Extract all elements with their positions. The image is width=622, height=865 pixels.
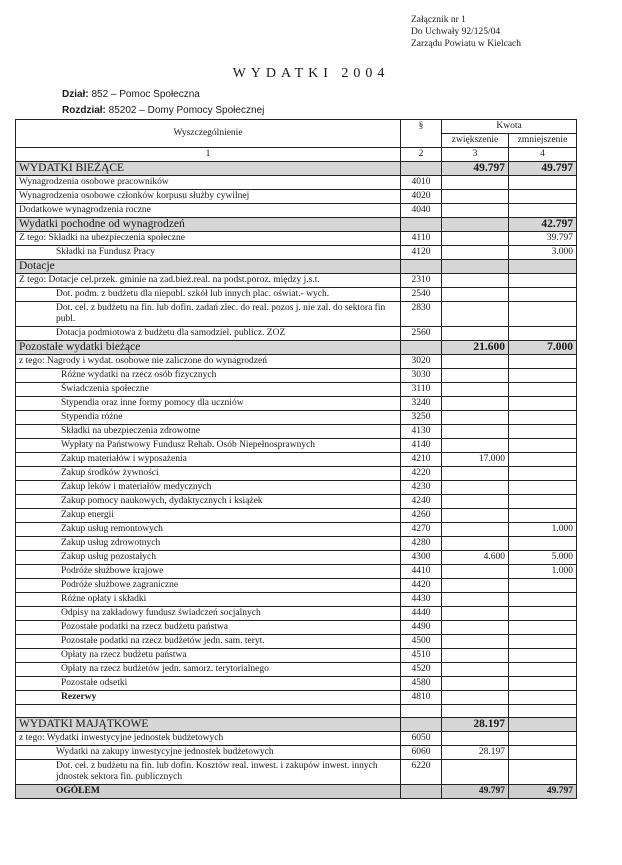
row-increase <box>442 579 509 593</box>
row-decrease <box>509 495 577 509</box>
row-increase: 28.197 <box>442 746 509 760</box>
table-row <box>16 677 577 691</box>
row-increase: 4.600 <box>442 551 509 565</box>
row-description: Wydatki pochodne od wynagrodzeń <box>16 218 401 232</box>
row-description: Zakup energii <box>16 509 401 523</box>
row-increase <box>442 732 509 746</box>
row-increase <box>442 218 509 232</box>
row-description: Zakup środków żywności <box>16 467 401 481</box>
row-description: Wydatki na zakupy inwestycyjne jednostek budżetowych <box>16 746 401 760</box>
row-description: Pozostałe podatki na rzecz budżetu państwa <box>16 621 401 635</box>
table-row <box>16 635 577 649</box>
row-increase <box>442 425 509 439</box>
row-increase <box>442 481 509 495</box>
row-decrease <box>509 274 577 288</box>
table-row <box>16 274 577 288</box>
row-description: Zakup usług zdrowotnych <box>16 537 401 551</box>
row-paragraph: 2830 <box>401 302 442 327</box>
row-description: Opłaty na rzecz budżetów jedn. samorz. terytorialnego <box>16 663 401 677</box>
row-increase <box>442 369 509 383</box>
header-number-1: 1 <box>16 148 401 162</box>
row-description <box>16 705 401 718</box>
header-number-4: 4 <box>509 148 577 162</box>
rozdzial-line <box>62 105 264 116</box>
table-row <box>16 663 577 677</box>
rozdzial-value: 85202 – Domy Pomocy Społecznej <box>108 105 265 116</box>
row-paragraph: 6060 <box>401 746 442 760</box>
row-decrease <box>509 260 577 274</box>
row-increase <box>442 327 509 341</box>
table-row <box>16 397 577 411</box>
table-row <box>16 523 577 537</box>
row-description: Zakup materiałów i wyposażenia <box>16 453 401 467</box>
row-description: Zakup usług remontowych <box>16 523 401 537</box>
row-description: Rezerwy <box>16 691 401 705</box>
row-paragraph: 4140 <box>401 439 442 453</box>
row-decrease: 1.000 <box>509 565 577 579</box>
row-paragraph: 4220 <box>401 467 442 481</box>
row-description: Zakup pomocy naukowych, dydaktycznych i książek <box>16 495 401 509</box>
document-title: WYDATKI 2004 <box>232 66 390 81</box>
row-paragraph: 3030 <box>401 369 442 383</box>
table-row <box>16 327 577 341</box>
row-decrease <box>509 288 577 302</box>
table-row <box>16 439 577 453</box>
table-row <box>16 383 577 397</box>
row-description: Z tego: Składki na ubezpieczenia społeczne <box>16 232 401 246</box>
row-description: Zakup usług pozostałych <box>16 551 401 565</box>
row-decrease <box>509 190 577 204</box>
row-paragraph: 2540 <box>401 288 442 302</box>
row-paragraph: 4520 <box>401 663 442 677</box>
row-decrease <box>509 355 577 369</box>
row-increase <box>442 397 509 411</box>
attachment-note <box>411 14 521 50</box>
row-increase: 21.600 <box>442 341 509 355</box>
row-description: Dodatkowe wynagrodzenia roczne <box>16 204 401 218</box>
row-increase <box>442 677 509 691</box>
table-row <box>16 649 577 663</box>
table-row <box>16 218 577 232</box>
row-paragraph: 4040 <box>401 204 442 218</box>
row-description: OGÓŁEM <box>16 785 401 799</box>
header-decrease: zmniejszenie <box>509 134 577 148</box>
row-description: Wynagrodzenia osobowe pracowników <box>16 176 401 190</box>
dzial-label: Dział: <box>62 89 89 100</box>
row-decrease <box>509 677 577 691</box>
row-increase <box>442 383 509 397</box>
row-increase <box>442 190 509 204</box>
row-increase: 49.797 <box>442 162 509 176</box>
table-row <box>16 302 577 327</box>
table-row <box>16 246 577 260</box>
row-paragraph: 4130 <box>401 425 442 439</box>
row-increase <box>442 246 509 260</box>
row-decrease: 42.797 <box>509 218 577 232</box>
row-decrease <box>509 327 577 341</box>
row-increase: 49.797 <box>442 785 509 799</box>
header-paragraph: § <box>401 120 442 148</box>
table-row <box>16 453 577 467</box>
table-row <box>16 355 577 369</box>
row-description: Zakup leków i materiałów medycznych <box>16 481 401 495</box>
row-decrease <box>509 705 577 718</box>
dzial-value: 852 – Pomoc Społeczna <box>91 89 200 100</box>
row-paragraph: 4490 <box>401 621 442 635</box>
table-row <box>16 705 577 718</box>
row-increase <box>442 621 509 635</box>
row-increase <box>442 523 509 537</box>
row-decrease <box>509 481 577 495</box>
row-increase: 28.197 <box>442 718 509 732</box>
row-paragraph <box>401 705 442 718</box>
table-row <box>16 288 577 302</box>
row-description: Dot. podm. z budżetu dla niepubl. szkół lub innych plac. oświat.- wych. <box>16 288 401 302</box>
row-increase <box>442 593 509 607</box>
row-decrease <box>509 453 577 467</box>
row-paragraph: 4110 <box>401 232 442 246</box>
row-paragraph: 6220 <box>401 760 442 785</box>
row-decrease <box>509 732 577 746</box>
row-description: Dotacje <box>16 260 401 274</box>
row-increase <box>442 288 509 302</box>
row-decrease <box>509 369 577 383</box>
row-description: Pozostałe odsetki <box>16 677 401 691</box>
row-paragraph: 3110 <box>401 383 442 397</box>
row-paragraph <box>401 718 442 732</box>
table-row <box>16 369 577 383</box>
table-row <box>16 232 577 246</box>
header-description: Wyszczególnienie <box>16 120 401 148</box>
row-paragraph <box>401 162 442 176</box>
row-description: Stypendia oraz inne formy pomocy dla uczniów <box>16 397 401 411</box>
row-paragraph: 4230 <box>401 481 442 495</box>
row-paragraph: 2310 <box>401 274 442 288</box>
dzial-line <box>62 89 200 100</box>
row-increase <box>442 495 509 509</box>
row-paragraph: 4010 <box>401 176 442 190</box>
row-decrease <box>509 467 577 481</box>
row-paragraph: 4280 <box>401 537 442 551</box>
row-decrease <box>509 302 577 327</box>
row-paragraph: 4120 <box>401 246 442 260</box>
table-row <box>16 785 577 799</box>
row-decrease <box>509 691 577 705</box>
row-description: Opłaty na rzecz budżetu państwa <box>16 649 401 663</box>
table-row <box>16 176 577 190</box>
row-paragraph: 4300 <box>401 551 442 565</box>
rozdzial-label: Rozdział: <box>62 105 106 116</box>
table-row <box>16 718 577 732</box>
row-decrease <box>509 537 577 551</box>
row-decrease <box>509 607 577 621</box>
row-description: Pozostałe wydatki bieżące <box>16 341 401 355</box>
table-row <box>16 495 577 509</box>
row-description: Odpisy na zakładowy fundusz świadczeń socjalnych <box>16 607 401 621</box>
row-decrease: 7.000 <box>509 341 577 355</box>
row-increase <box>442 411 509 425</box>
row-paragraph: 4510 <box>401 649 442 663</box>
row-decrease <box>509 439 577 453</box>
row-description: Różne opłaty i składki <box>16 593 401 607</box>
row-paragraph: 4240 <box>401 495 442 509</box>
row-increase <box>442 232 509 246</box>
row-decrease <box>509 718 577 732</box>
table-row <box>16 746 577 760</box>
row-paragraph: 4580 <box>401 677 442 691</box>
row-increase <box>442 204 509 218</box>
row-description: Składki na ubezpieczenia zdrowotne <box>16 425 401 439</box>
row-paragraph: 4810 <box>401 691 442 705</box>
row-description: Stypendia różne <box>16 411 401 425</box>
row-increase <box>442 649 509 663</box>
row-decrease <box>509 760 577 785</box>
row-increase <box>442 607 509 621</box>
row-increase <box>442 355 509 369</box>
row-description: Dot. cel. z budżetu na fin. lub dofin. zadań zlec. do real. pozos j. nie zal. do sektora fin publ. <box>16 302 401 327</box>
row-description: WYDATKI MAJĄTKOWE <box>16 718 401 732</box>
row-increase <box>442 565 509 579</box>
table-row <box>16 760 577 785</box>
row-description: Dotacja podmiotowa z budżetu dla samodziel. publicz. ZOZ <box>16 327 401 341</box>
row-decrease <box>509 509 577 523</box>
table-row <box>16 162 577 176</box>
row-description: Podróże służbowe krajowe <box>16 565 401 579</box>
row-paragraph <box>401 260 442 274</box>
table-row <box>16 579 577 593</box>
attachment-line-2: Do Uchwały 92/125/04 <box>411 27 501 37</box>
row-decrease <box>509 635 577 649</box>
row-description: Dot. cel. z budżetu na fin. lub dofin. Kosztów real. inwest. i zakupów inwest. innych jdnostek sektora fin. publicznych <box>16 760 401 785</box>
table-row <box>16 481 577 495</box>
attachment-line-1: Załącznik nr 1 <box>411 15 466 25</box>
row-increase <box>442 635 509 649</box>
row-increase <box>442 467 509 481</box>
row-decrease: 49.797 <box>509 162 577 176</box>
row-paragraph: 2560 <box>401 327 442 341</box>
row-increase <box>442 663 509 677</box>
row-increase <box>442 439 509 453</box>
row-paragraph: 4020 <box>401 190 442 204</box>
row-description: z tego: Wydatki inwestycyjne jednostek budżetowych <box>16 732 401 746</box>
row-decrease: 49.797 <box>509 785 577 799</box>
expenses-table <box>15 119 577 799</box>
row-decrease <box>509 579 577 593</box>
row-description: Z tego: Dotacje cel.przek. gminie na zad.bież.real. na podst.poroz. między j.s.t. <box>16 274 401 288</box>
table-row <box>16 537 577 551</box>
header-number-3: 3 <box>442 148 509 162</box>
table-row <box>16 467 577 481</box>
table-row <box>16 732 577 746</box>
row-description: Podróże służbowe zagraniczne <box>16 579 401 593</box>
table-row <box>16 551 577 565</box>
row-paragraph: 4270 <box>401 523 442 537</box>
row-increase <box>442 302 509 327</box>
table-row <box>16 509 577 523</box>
row-paragraph: 4210 <box>401 453 442 467</box>
row-description: Składki na Fundusz Pracy <box>16 246 401 260</box>
row-decrease <box>509 383 577 397</box>
table-row <box>16 204 577 218</box>
row-increase <box>442 760 509 785</box>
table-row <box>16 607 577 621</box>
row-decrease <box>509 649 577 663</box>
attachment-line-3: Zarządu Powiatu w Kielcach <box>411 39 521 49</box>
header-number-2: 2 <box>401 148 442 162</box>
row-increase <box>442 260 509 274</box>
table-body <box>16 162 577 799</box>
row-description: Pozostałe podatki na rzecz budżetów jedn. sam. teryt. <box>16 635 401 649</box>
row-paragraph: 4260 <box>401 509 442 523</box>
row-decrease <box>509 663 577 677</box>
header-increase: zwiększenie <box>442 134 509 148</box>
row-decrease: 5.000 <box>509 551 577 565</box>
row-decrease <box>509 621 577 635</box>
row-increase <box>442 176 509 190</box>
table-row <box>16 190 577 204</box>
table-row <box>16 691 577 705</box>
row-paragraph <box>401 785 442 799</box>
row-description: WYDATKI BIEŻĄCE <box>16 162 401 176</box>
table-row <box>16 565 577 579</box>
table-row <box>16 411 577 425</box>
row-increase <box>442 705 509 718</box>
table-row <box>16 425 577 439</box>
row-decrease <box>509 411 577 425</box>
row-paragraph <box>401 218 442 232</box>
row-increase <box>442 537 509 551</box>
table-row <box>16 621 577 635</box>
row-description: z tego: Nagrody i wydat. osobowe nie zaliczone do wynagrodzeń <box>16 355 401 369</box>
row-description: Wynagrodzenia osobowe członków korpusu służby cywilnej <box>16 190 401 204</box>
row-decrease <box>509 593 577 607</box>
row-decrease <box>509 204 577 218</box>
row-decrease: 1.000 <box>509 523 577 537</box>
table-row <box>16 260 577 274</box>
row-paragraph: 4410 <box>401 565 442 579</box>
row-paragraph: 3240 <box>401 397 442 411</box>
row-paragraph <box>401 341 442 355</box>
header-amount: Kwota <box>442 120 577 134</box>
row-description: Wypłaty na Państwowy Fundusz Rehab. Osób Niepełnosprawnych <box>16 439 401 453</box>
row-paragraph: 4500 <box>401 635 442 649</box>
row-description: Różne wydatki na rzecz osób fizycznych <box>16 369 401 383</box>
table-row <box>16 341 577 355</box>
row-increase: 17.000 <box>442 453 509 467</box>
row-decrease <box>509 397 577 411</box>
row-decrease: 3.000 <box>509 246 577 260</box>
row-increase <box>442 691 509 705</box>
row-paragraph: 6050 <box>401 732 442 746</box>
row-decrease: 39.797 <box>509 232 577 246</box>
row-description: Świadczenia społeczne <box>16 383 401 397</box>
row-paragraph: 3020 <box>401 355 442 369</box>
row-paragraph: 4440 <box>401 607 442 621</box>
row-paragraph: 4430 <box>401 593 442 607</box>
row-decrease <box>509 176 577 190</box>
row-paragraph: 3250 <box>401 411 442 425</box>
row-decrease <box>509 425 577 439</box>
row-increase <box>442 274 509 288</box>
row-increase <box>442 509 509 523</box>
table-row <box>16 593 577 607</box>
row-decrease <box>509 746 577 760</box>
row-paragraph: 4420 <box>401 579 442 593</box>
